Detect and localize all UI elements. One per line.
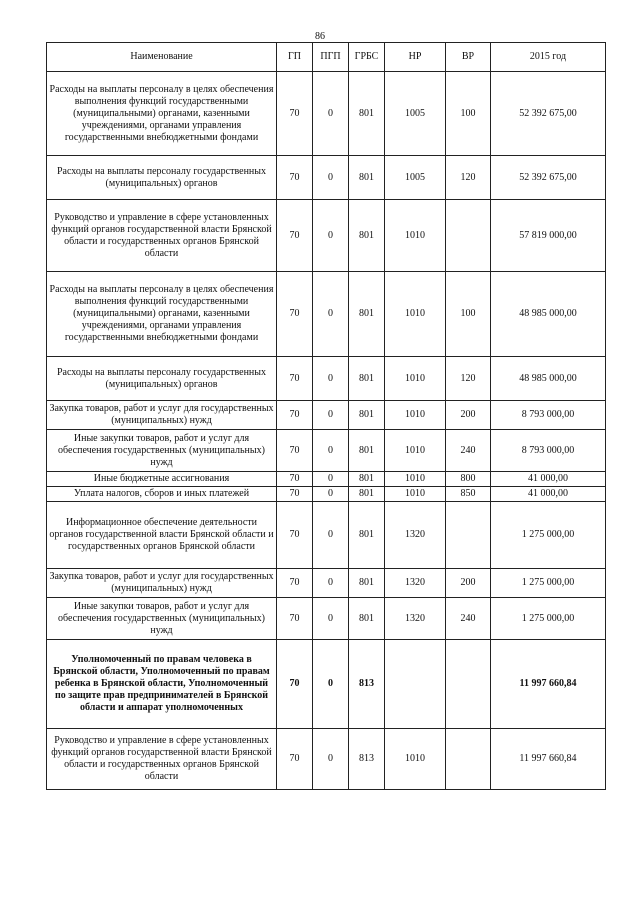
row-pgp: 0: [313, 640, 349, 729]
table-row: [47, 729, 606, 790]
row-name: Расходы на выплаты персоналу в целях обеспечения выполнения функций государственными (муниципальными) органами, казенными учреждениями, органами управления государственными внебюджетными фондами: [47, 72, 277, 156]
table-row: [47, 200, 606, 272]
header-grbs: ГРБС: [349, 43, 385, 72]
row-gp: 70: [277, 598, 313, 640]
row-name: Информационное обеспечение деятельности органов государственной власти Брянской области и государственных органов Брянской области: [47, 502, 277, 569]
row-grbs: 801: [349, 598, 385, 640]
row-name: Расходы на выплаты персоналу государственных (муниципальных) органов: [47, 357, 277, 401]
page-number: 86: [315, 31, 325, 42]
row-nr: 1010: [385, 357, 446, 401]
row-gp: 70: [277, 357, 313, 401]
row-vr: 120: [446, 156, 491, 200]
row-grbs: 801: [349, 357, 385, 401]
row-vr: 240: [446, 598, 491, 640]
row-name: Расходы на выплаты персоналу в целях обеспечения выполнения функций государственными (муниципальными) органами, казенными учреждениями, органами управления государственными внебюджетными фондами: [47, 272, 277, 357]
row-gp: 70: [277, 272, 313, 357]
row-amount: 8 793 000,00: [491, 401, 606, 430]
row-vr: 200: [446, 401, 491, 430]
row-vr: [446, 502, 491, 569]
table-row: [47, 472, 606, 487]
row-nr: 1320: [385, 569, 446, 598]
row-vr: 120: [446, 357, 491, 401]
header-pgp: ПГП: [313, 43, 349, 72]
row-nr: 1010: [385, 729, 446, 790]
row-grbs: 801: [349, 200, 385, 272]
row-gp: 70: [277, 487, 313, 502]
row-vr: [446, 200, 491, 272]
row-pgp: 0: [313, 487, 349, 502]
row-amount: 1 275 000,00: [491, 598, 606, 640]
row-gp: 70: [277, 640, 313, 729]
row-grbs: 813: [349, 640, 385, 729]
row-grbs: 801: [349, 72, 385, 156]
row-pgp: 0: [313, 401, 349, 430]
row-amount: 52 392 675,00: [491, 156, 606, 200]
row-gp: 70: [277, 156, 313, 200]
table-row: [47, 156, 606, 200]
row-nr: 1005: [385, 156, 446, 200]
row-pgp: 0: [313, 729, 349, 790]
row-amount: 41 000,00: [491, 487, 606, 502]
row-vr: 240: [446, 430, 491, 472]
row-amount: 48 985 000,00: [491, 357, 606, 401]
row-gp: 70: [277, 401, 313, 430]
row-nr: 1005: [385, 72, 446, 156]
row-amount: 57 819 000,00: [491, 200, 606, 272]
row-pgp: 0: [313, 357, 349, 401]
row-name: Иные закупки товаров, работ и услуг для обеспечения государственных (муниципальных) нужд: [47, 430, 277, 472]
row-name: Руководство и управление в сфере установленных функций органов государственной власти Брянской области и государственных органов Брянской области: [47, 200, 277, 272]
row-name: Расходы на выплаты персоналу государственных (муниципальных) органов: [47, 156, 277, 200]
row-name: Руководство и управление в сфере установленных функций органов государственной власти Брянской области и государственных органов Брянской области: [47, 729, 277, 790]
row-nr: 1010: [385, 272, 446, 357]
row-nr: 1010: [385, 200, 446, 272]
row-amount: 1 275 000,00: [491, 502, 606, 569]
row-grbs: 801: [349, 401, 385, 430]
header-name: Наименование: [47, 43, 277, 72]
row-nr: 1010: [385, 430, 446, 472]
row-name: Закупка товаров, работ и услуг для государственных (муниципальных) нужд: [47, 569, 277, 598]
row-nr: 1010: [385, 472, 446, 487]
row-grbs: 801: [349, 502, 385, 569]
row-amount: 8 793 000,00: [491, 430, 606, 472]
row-grbs: 801: [349, 472, 385, 487]
row-vr: 800: [446, 472, 491, 487]
row-vr: 850: [446, 487, 491, 502]
row-vr: [446, 729, 491, 790]
header-gp: ГП: [277, 43, 313, 72]
row-amount: 1 275 000,00: [491, 569, 606, 598]
row-grbs: 801: [349, 569, 385, 598]
row-name: Иные бюджетные ассигнования: [47, 472, 277, 487]
row-vr: [446, 640, 491, 729]
table-row: [47, 502, 606, 569]
table-row: [47, 72, 606, 156]
row-pgp: 0: [313, 72, 349, 156]
table-row: [47, 272, 606, 357]
row-gp: 70: [277, 72, 313, 156]
row-amount: 11 997 660,84: [491, 729, 606, 790]
row-nr: 1010: [385, 487, 446, 502]
row-name: Уполномоченный по правам человека в Брянской области, Уполномоченный по правам ребенка в Брянской области, Уполномоченный по защите прав предпринимателей в Брянской области и аппарат уполномоченных: [47, 640, 277, 729]
header-nr: НР: [385, 43, 446, 72]
row-grbs: 813: [349, 729, 385, 790]
header-vr: ВР: [446, 43, 491, 72]
row-nr: [385, 640, 446, 729]
row-grbs: 801: [349, 487, 385, 502]
row-grbs: 801: [349, 430, 385, 472]
row-nr: 1010: [385, 401, 446, 430]
row-amount: 11 997 660,84: [491, 640, 606, 729]
row-name: Иные закупки товаров, работ и услуг для обеспечения государственных (муниципальных) нужд: [47, 598, 277, 640]
row-gp: 70: [277, 472, 313, 487]
row-gp: 70: [277, 729, 313, 790]
row-gp: 70: [277, 502, 313, 569]
header-year-2015: 2015 год: [491, 43, 606, 72]
row-grbs: 801: [349, 156, 385, 200]
row-pgp: 0: [313, 472, 349, 487]
row-vr: 100: [446, 272, 491, 357]
table-row: [47, 401, 606, 430]
table-row: [47, 598, 606, 640]
table-row: [47, 487, 606, 502]
budget-table: [46, 42, 606, 790]
row-pgp: 0: [313, 502, 349, 569]
table-row: [47, 357, 606, 401]
row-gp: 70: [277, 430, 313, 472]
row-pgp: 0: [313, 272, 349, 357]
row-amount: 48 985 000,00: [491, 272, 606, 357]
row-name: Закупка товаров, работ и услуг для государственных (муниципальных) нужд: [47, 401, 277, 430]
row-pgp: 0: [313, 569, 349, 598]
row-pgp: 0: [313, 200, 349, 272]
table-row: [47, 430, 606, 472]
header-row: [47, 43, 606, 72]
row-pgp: 0: [313, 430, 349, 472]
row-vr: 200: [446, 569, 491, 598]
table-row: [47, 640, 606, 729]
row-amount: 52 392 675,00: [491, 72, 606, 156]
row-gp: 70: [277, 569, 313, 598]
row-pgp: 0: [313, 598, 349, 640]
row-gp: 70: [277, 200, 313, 272]
row-vr: 100: [446, 72, 491, 156]
table-row: [47, 569, 606, 598]
row-amount: 41 000,00: [491, 472, 606, 487]
row-name: Уплата налогов, сборов и иных платежей: [47, 487, 277, 502]
row-nr: 1320: [385, 502, 446, 569]
row-grbs: 801: [349, 272, 385, 357]
row-nr: 1320: [385, 598, 446, 640]
row-pgp: 0: [313, 156, 349, 200]
